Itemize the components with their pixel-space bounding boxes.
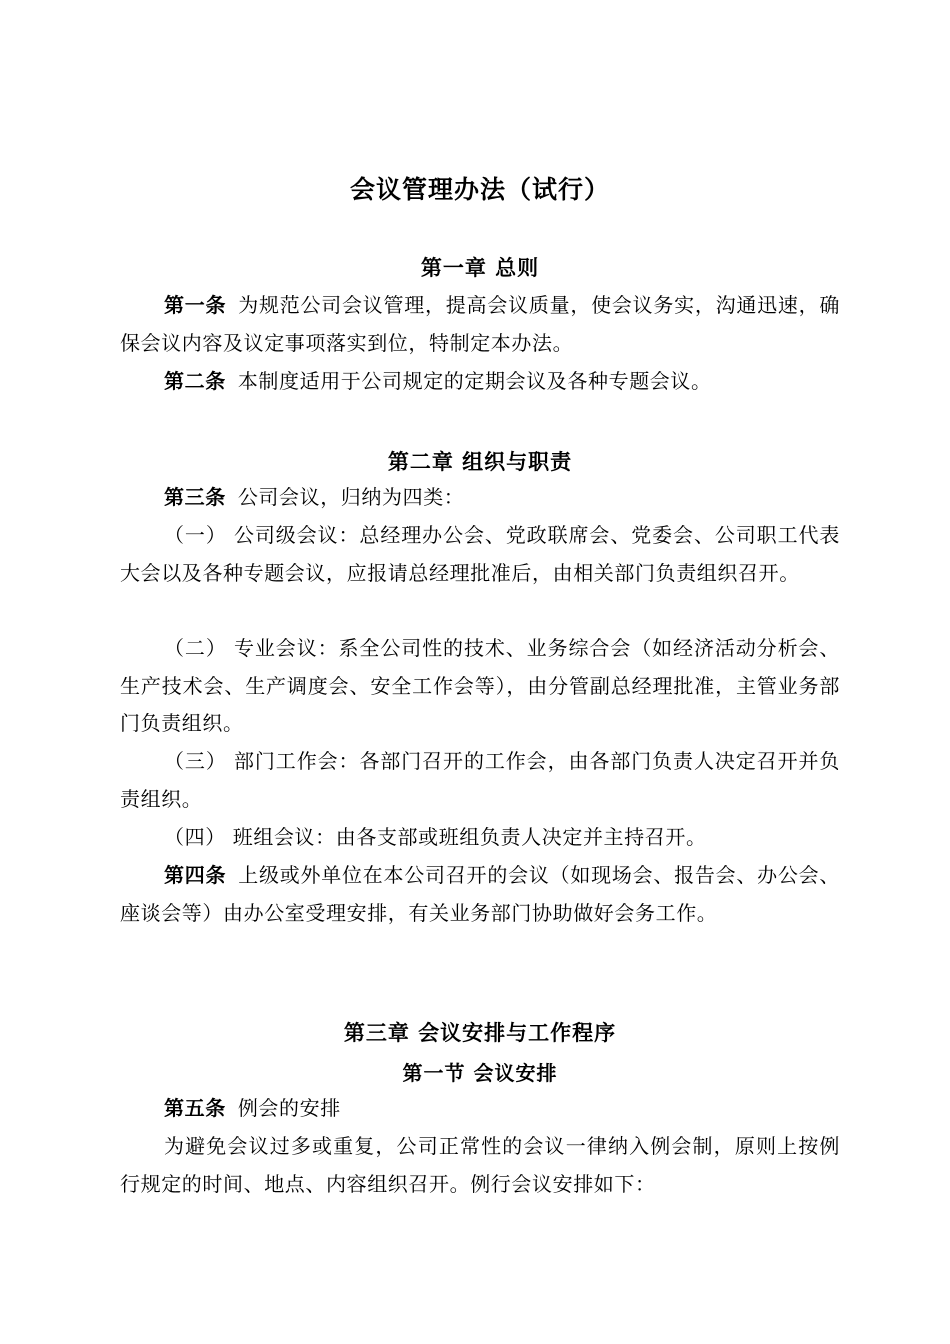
article-3-label: 第三条: [164, 485, 226, 509]
chapter-1-heading: 第一章 总则: [420, 255, 540, 280]
article-2: [120, 363, 840, 401]
article-3: [120, 479, 840, 517]
article-5: [120, 1090, 840, 1128]
chapter-3-heading: 第三章 会议安排与工作程序: [343, 1020, 617, 1045]
article-4-text: 上级或外单位在本公司召开的会议（如现场会、报告会、办公会、座谈会等）由办公室受理安排，有关业务部门协助做好会务工作。: [120, 863, 840, 925]
article-1-text: 为规范公司会议管理，提高会议质量，使会议务实，沟通迅速，确保会议内容及议定事项落实到位，特制定本办法。: [120, 293, 840, 355]
list-item-2: （二） 专业会议：系全公司性的技术、业务综合会（如经济活动分析会、生产技术会、生产调度会、安全工作会等），由分管副总经理批准，主管业务部门负责组织。: [120, 636, 840, 735]
list-item-1: （一） 公司级会议：总经理办公会、党政联席会、党委会、公司职工代表大会以及各种专题会议，应报请总经理批准后，由相关部门负责组织召开。: [120, 523, 840, 585]
article-1: [120, 287, 840, 362]
article-5-label: 第五条: [164, 1096, 226, 1120]
article-2-text: 本制度适用于公司规定的定期会议及各种专题会议。: [237, 369, 712, 393]
article-1-label: 第一条: [164, 293, 227, 317]
article-5-text: 例会的安排: [237, 1096, 341, 1120]
article-2-label: 第二条: [164, 369, 226, 393]
document-title: 会议管理办法（试行）: [349, 175, 610, 204]
article-3-text: 公司会议，归纳为四类：: [237, 485, 465, 509]
article-4-label: 第四条: [164, 863, 227, 887]
paragraph-regular-meetings: 为避免会议过多或重复，公司正常性的会议一律纳入例会制，原则上按例行规定的时间、地点、内容组织召开。例行会议安排如下：: [120, 1134, 840, 1196]
article-4: [120, 857, 840, 932]
list-item-3: （三） 部门工作会：各部门召开的工作会，由各部门负责人决定召开并负责组织。: [120, 749, 840, 811]
chapter-2-heading: 第二章 组织与职责: [387, 449, 573, 474]
section-1-heading: 第一节 会议安排: [402, 1061, 558, 1085]
list-item-4: （四） 班组会议：由各支部或班组负责人决定并主持召开。: [164, 825, 707, 849]
